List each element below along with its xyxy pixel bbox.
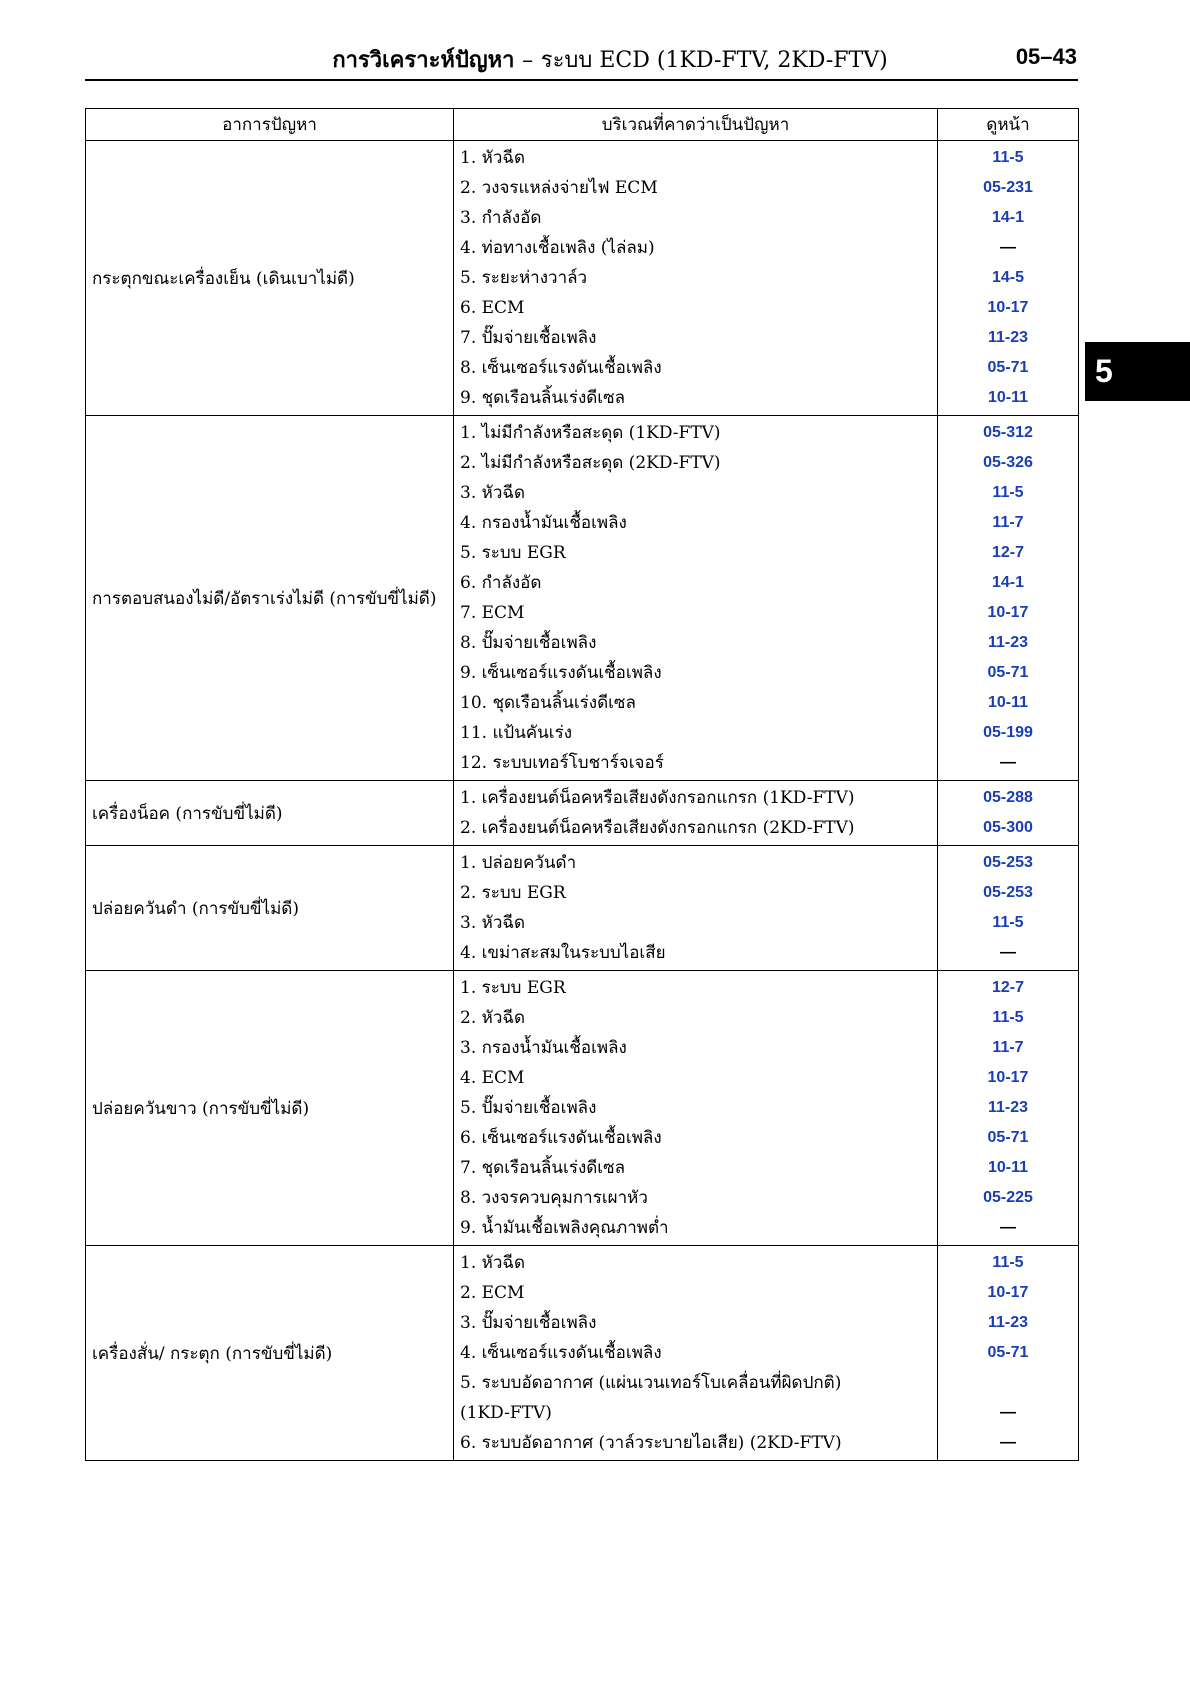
suspected-area-item: 6. กำลังอัด: [460, 573, 542, 593]
table-row: [86, 141, 1079, 416]
page-reference-link[interactable]: 10-11: [987, 694, 1029, 711]
page-reference-link[interactable]: 05-71: [987, 359, 1029, 376]
suspected-area-item: 6. ระบบอัดอากาศ (วาล์วระบายไอเสีย) (2KD-FTV): [460, 1433, 842, 1453]
page-reference-link[interactable]: 11-7: [992, 1039, 1024, 1056]
reference-cell: [938, 141, 1079, 416]
page-reference-link[interactable]: 05-71: [987, 1129, 1029, 1146]
suspected-area-item: 5. ปั๊มจ่ายเชื้อเพลิง: [460, 1098, 597, 1118]
page-reference-link[interactable]: 05-288: [983, 789, 1033, 806]
suspected-area-item: 6. เซ็นเซอร์แรงดันเชื้อเพลิง: [460, 1128, 662, 1148]
no-reference-dash: —: [1000, 1434, 1016, 1451]
header-see-page: ดูหน้า: [938, 109, 1079, 141]
reference-cell: [938, 971, 1079, 1246]
suspected-area-item: 6. ECM: [460, 298, 525, 318]
reference-cell: [938, 781, 1079, 846]
page-reference-link[interactable]: 05-231: [983, 179, 1033, 196]
page-reference-link[interactable]: 10-17: [987, 1069, 1029, 1086]
suspected-area-item: 8. วงจรควบคุมการเผาหัว: [460, 1188, 648, 1208]
suspected-area-item: 8. เซ็นเซอร์แรงดันเชื้อเพลิง: [460, 358, 662, 378]
suspected-area-cell: [454, 971, 938, 1246]
table-header-row: [86, 109, 1079, 141]
suspected-area-item: 4. ท่อทางเชื้อเพลิง (ไล่ลม): [460, 238, 655, 258]
page-reference-link[interactable]: 05-71: [987, 1344, 1029, 1361]
symptom-cell: เครื่องน็อค (การขับขี่ไม่ดี): [86, 781, 454, 846]
section-tab: 5: [1085, 342, 1190, 401]
table-row: [86, 971, 1079, 1246]
suspected-area-item: 3. หัวฉีด: [460, 483, 525, 503]
suspected-area-item: 5. ระยะห่างวาล์ว: [460, 268, 588, 288]
reference-cell: [938, 846, 1079, 971]
table-body: [86, 141, 1079, 1461]
reference-cell: [938, 416, 1079, 781]
page-reference-link[interactable]: 05-312: [983, 424, 1033, 441]
suspected-area-cell: [454, 141, 938, 416]
suspected-area-item: 3. ปั๊มจ่ายเชื้อเพลิง: [460, 1313, 597, 1333]
page-reference-link[interactable]: 14-1: [991, 574, 1025, 591]
suspected-area-item: 2. ระบบ EGR: [460, 883, 566, 903]
suspected-area-cell: [454, 846, 938, 971]
suspected-area-item: 5. ระบบอัดอากาศ (แผ่นเวนเทอร์โบเคลื่อนที่ผิดปกติ): [460, 1373, 842, 1393]
suspected-area-item: 11. แป้นคันเร่ง: [460, 723, 573, 743]
no-reference-dash: —: [1000, 754, 1016, 771]
page-reference-link[interactable]: 11-5: [992, 149, 1024, 166]
suspected-area-item: 4. เขม่าสะสมในระบบไอเสีย: [460, 943, 666, 963]
page-title: การวิเคราะห์ปัญหา – ระบบ ECD (1KD-FTV, 2KD-FTV): [332, 47, 888, 73]
suspected-area-item: 1. ปล่อยควันดำ: [460, 853, 577, 873]
suspected-area-item: 2. ไม่มีกำลังหรือสะดุด (2KD-FTV): [460, 453, 721, 473]
symptom-cell: การตอบสนองไม่ดี/อัตราเร่งไม่ดี (การขับขี่ไม่ดี): [86, 416, 454, 781]
page-reference-link[interactable]: 11-7: [992, 514, 1024, 531]
symptom-cell: กระตุกขณะเครื่องเย็น (เดินเบาไม่ดี): [86, 141, 454, 416]
page-reference-link[interactable]: 05-326: [983, 454, 1033, 471]
suspected-area-item: 1. ระบบ EGR: [460, 978, 566, 998]
page-reference-link[interactable]: 12-7: [991, 979, 1025, 996]
page-reference-link[interactable]: 05-253: [983, 854, 1033, 871]
page-reference-link[interactable]: 11-5: [992, 1254, 1024, 1271]
table-row: [86, 846, 1079, 971]
diagnosis-table: [85, 108, 1079, 1461]
reference-cell: [938, 1246, 1079, 1461]
suspected-area-item: 7. ECM: [460, 603, 525, 623]
suspected-area-item: 9. น้ำมันเชื้อเพลิงคุณภาพต่ำ: [460, 1218, 669, 1238]
suspected-area-item: 1. หัวฉีด: [460, 148, 525, 168]
page-reference-link[interactable]: 11-5: [992, 914, 1024, 931]
page-reference-link[interactable]: 05-71: [987, 664, 1029, 681]
page-reference-link[interactable]: 10-17: [987, 604, 1029, 621]
no-reference-dash: —: [1000, 239, 1016, 256]
page-reference-link[interactable]: 14-5: [991, 269, 1025, 286]
page-reference-link[interactable]: 10-11: [987, 1159, 1029, 1176]
no-reference-dash: —: [1000, 944, 1016, 961]
suspected-area-item: 7. ชุดเรือนลิ้นเร่งดีเซล: [460, 1158, 626, 1178]
suspected-area-item: 3. กำลังอัด: [460, 208, 542, 228]
table-row: [86, 1246, 1079, 1461]
symptom-cell: เครื่องสั่น/ กระตุก (การขับขี่ไม่ดี): [86, 1246, 454, 1461]
suspected-area-item: 2. เครื่องยนต์น็อคหรือเสียงดังกรอกแกรก (2KD-FTV): [460, 818, 855, 838]
suspected-area-item: 1. ไม่มีกำลังหรือสะดุด (1KD-FTV): [460, 423, 721, 443]
header-suspected-area: บริเวณที่คาดว่าเป็นปัญหา: [454, 109, 938, 141]
page-reference-link[interactable]: 11-5: [992, 484, 1024, 501]
table-row: [86, 781, 1079, 846]
page-reference-link[interactable]: 10-17: [987, 1284, 1029, 1301]
suspected-area-item: 7. ปั๊มจ่ายเชื้อเพลิง: [460, 328, 597, 348]
suspected-area-item: 3. หัวฉีด: [460, 913, 525, 933]
page-reference-link[interactable]: 11-23: [987, 634, 1029, 651]
suspected-area-item: 9. เซ็นเซอร์แรงดันเชื้อเพลิง: [460, 663, 662, 683]
page-reference-link[interactable]: 11-23: [987, 1314, 1029, 1331]
symptom-cell: ปล่อยควันดำ (การขับขี่ไม่ดี): [86, 846, 454, 971]
page-reference-link[interactable]: 05-253: [983, 884, 1033, 901]
suspected-area-cell: [454, 416, 938, 781]
suspected-area-item: 4. ECM: [460, 1068, 525, 1088]
page-number: 05–43: [1015, 44, 1077, 69]
suspected-area-item: 4. กรองน้ำมันเชื้อเพลิง: [460, 513, 627, 533]
page-reference-link: [938, 1368, 1078, 1398]
page-reference-link[interactable]: 10-11: [987, 389, 1029, 406]
suspected-area-item: 1. หัวฉีด: [460, 1253, 525, 1273]
table-row: [86, 416, 1079, 781]
page-reference-link[interactable]: 05-225: [983, 1189, 1033, 1206]
suspected-area-item: 4. เซ็นเซอร์แรงดันเชื้อเพลิง: [460, 1343, 662, 1363]
suspected-area-item: 2. ECM: [460, 1283, 525, 1303]
header-divider: [85, 79, 1078, 81]
suspected-area-item: 3. กรองน้ำมันเชื้อเพลิง: [460, 1038, 627, 1058]
symptom-cell: ปล่อยควันขาว (การขับขี่ไม่ดี): [86, 971, 454, 1246]
suspected-area-item: 1. เครื่องยนต์น็อคหรือเสียงดังกรอกแกรก (1KD-FTV): [460, 788, 855, 808]
page-reference-link[interactable]: 14-1: [991, 209, 1025, 226]
suspected-area-item: 10. ชุดเรือนลิ้นเร่งดีเซล: [460, 693, 636, 713]
no-reference-dash: —: [1000, 1219, 1016, 1236]
suspected-area-item: 2. หัวฉีด: [460, 1008, 525, 1028]
suspected-area-item: 2. วงจรแหล่งจ่ายไฟ ECM: [460, 178, 658, 198]
no-reference-dash: —: [1000, 1404, 1016, 1421]
page-reference-link[interactable]: 12-7: [991, 544, 1025, 561]
page-reference-link[interactable]: 11-5: [992, 1009, 1024, 1026]
suspected-area-item: 5. ระบบ EGR: [460, 543, 566, 563]
suspected-area-item: 12. ระบบเทอร์โบชาร์จเจอร์: [460, 753, 664, 773]
page-reference-link[interactable]: 11-23: [987, 1099, 1029, 1116]
page-reference-link[interactable]: 11-23: [987, 329, 1029, 346]
suspected-area-cell: [454, 1246, 938, 1461]
page-reference-link[interactable]: 05-199: [983, 724, 1033, 741]
header-symptom: อาการปัญหา: [86, 109, 454, 141]
page-reference-link[interactable]: 10-17: [987, 299, 1029, 316]
suspected-area-item: 9. ชุดเรือนลิ้นเร่งดีเซล: [460, 388, 626, 408]
suspected-area-item: 8. ปั๊มจ่ายเชื้อเพลิง: [460, 633, 597, 653]
suspected-area-item: (1KD-FTV): [460, 1403, 552, 1423]
page-reference-link[interactable]: 05-300: [983, 819, 1033, 836]
suspected-area-cell: [454, 781, 938, 846]
